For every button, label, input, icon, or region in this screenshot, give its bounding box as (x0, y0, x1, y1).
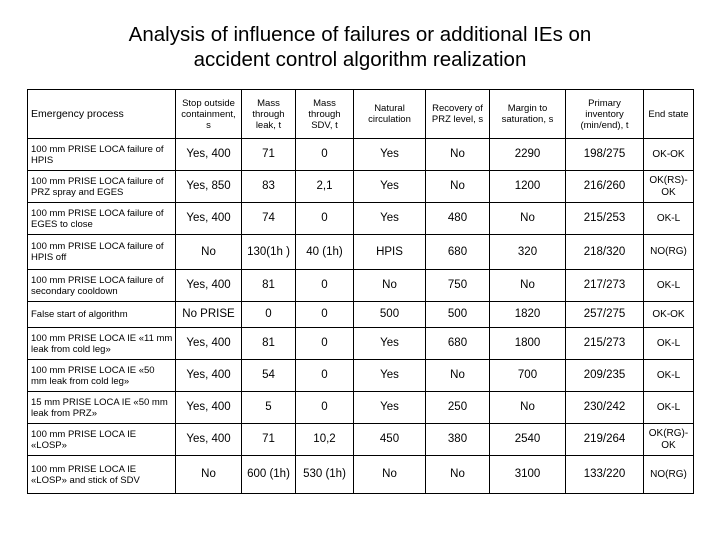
column-header: Primary inventory (min/end), t (566, 90, 644, 139)
table-cell: 0 (296, 270, 354, 302)
table-cell: OK-L (644, 270, 694, 302)
header-row (28, 90, 694, 139)
table-cell: OK-OK (644, 139, 694, 171)
table-cell: 257/275 (566, 302, 644, 328)
table-cell: No (354, 270, 426, 302)
table-cell: Yes, 400 (176, 392, 242, 424)
table-cell: Yes (354, 360, 426, 392)
table-cell: No (426, 171, 490, 203)
table-cell: 0 (296, 302, 354, 328)
table-cell: 215/273 (566, 328, 644, 360)
table-cell: 209/235 (566, 360, 644, 392)
table-cell: 81 (242, 270, 296, 302)
column-header: Margin to saturation, s (490, 90, 566, 139)
column-header: Recovery of PRZ level, s (426, 90, 490, 139)
emergency-process-cell: 100 mm PRISE LOCA IE «50 mm leak from cold leg» (28, 360, 176, 392)
failure-analysis-table (27, 89, 694, 494)
table-cell: OK-L (644, 360, 694, 392)
table-cell: 0 (296, 360, 354, 392)
table-cell: 1820 (490, 302, 566, 328)
table-cell: 3100 (490, 456, 566, 494)
table-cell: Yes (354, 392, 426, 424)
table-cell: HPIS (354, 235, 426, 270)
table-cell: No (354, 456, 426, 494)
table-cell: 0 (242, 302, 296, 328)
table-cell: 71 (242, 424, 296, 456)
table-cell: Yes, 400 (176, 139, 242, 171)
table-cell: 680 (426, 235, 490, 270)
table-cell: 74 (242, 203, 296, 235)
table-row (28, 139, 694, 171)
table-cell: 450 (354, 424, 426, 456)
table-cell: No (490, 392, 566, 424)
table-cell: Yes (354, 203, 426, 235)
table-cell: 71 (242, 139, 296, 171)
table-cell: 2540 (490, 424, 566, 456)
table-cell: 0 (296, 139, 354, 171)
table-row (28, 203, 694, 235)
table-cell: Yes, 400 (176, 328, 242, 360)
column-header: Mass through SDV, t (296, 90, 354, 139)
table-cell: No (426, 139, 490, 171)
column-header: Stop outside containment, s (176, 90, 242, 139)
table-cell: Yes, 400 (176, 424, 242, 456)
emergency-process-cell: 100 mm PRISE LOCA failure of PRZ spray and EGES (28, 171, 176, 203)
table-cell: Yes (354, 328, 426, 360)
table-cell: 0 (296, 328, 354, 360)
table-cell: 500 (426, 302, 490, 328)
table-cell: 216/260 (566, 171, 644, 203)
column-header: End state (644, 90, 694, 139)
table-row (28, 360, 694, 392)
table-cell: 380 (426, 424, 490, 456)
table-row (28, 456, 694, 494)
table-cell: OK-L (644, 328, 694, 360)
table-cell: 500 (354, 302, 426, 328)
table-row (28, 328, 694, 360)
emergency-process-cell: 15 mm PRISE LOCA IE «50 mm leak from PRZ» (28, 392, 176, 424)
table-cell: 600 (1h) (242, 456, 296, 494)
table-cell: 219/264 (566, 424, 644, 456)
table-cell: Yes (354, 139, 426, 171)
table-cell: 1200 (490, 171, 566, 203)
table-cell: 750 (426, 270, 490, 302)
emergency-process-cell: 100 mm PRISE LOCA IE «LOSP» and stick of SDV (28, 456, 176, 494)
table-cell: 0 (296, 203, 354, 235)
table-cell: 40 (1h) (296, 235, 354, 270)
table-cell: 83 (242, 171, 296, 203)
table-cell: Yes, 400 (176, 270, 242, 302)
table-cell: 320 (490, 235, 566, 270)
table-cell: OK-L (644, 392, 694, 424)
table-cell: 680 (426, 328, 490, 360)
table-cell: 81 (242, 328, 296, 360)
table-body (28, 90, 694, 494)
table-cell: 218/320 (566, 235, 644, 270)
emergency-process-cell: 100 mm PRISE LOCA IE «11 mm leak from cold leg» (28, 328, 176, 360)
table-cell: OK-OK (644, 302, 694, 328)
table-cell: No (490, 270, 566, 302)
emergency-process-cell: 100 mm PRISE LOCA failure of HPIS off (28, 235, 176, 270)
table-cell: No (426, 360, 490, 392)
table-cell: 10,2 (296, 424, 354, 456)
table-row (28, 392, 694, 424)
table-cell: 198/275 (566, 139, 644, 171)
column-header: Mass through leak, t (242, 90, 296, 139)
emergency-process-cell: 100 mm PRISE LOCA IE «LOSP» (28, 424, 176, 456)
table-cell: 130(1h ) (242, 235, 296, 270)
emergency-process-cell: 100 mm PRISE LOCA failure of EGES to close (28, 203, 176, 235)
slide-title (0, 22, 720, 72)
table-cell: 530 (1h) (296, 456, 354, 494)
table-row (28, 235, 694, 270)
table-cell: NO(RG) (644, 235, 694, 270)
table-cell: Yes, 400 (176, 203, 242, 235)
table-cell: No (176, 235, 242, 270)
emergency-process-cell: 100 mm PRISE LOCA failure of HPIS (28, 139, 176, 171)
emergency-process-cell: 100 mm PRISE LOCA failure of secondary cooldown (28, 270, 176, 302)
table-cell: OK-L (644, 203, 694, 235)
table-cell: No PRISE (176, 302, 242, 328)
table-cell: 1800 (490, 328, 566, 360)
table-row (28, 302, 694, 328)
table-cell: 250 (426, 392, 490, 424)
title-line-2: accident control algorithm realization (193, 48, 527, 71)
emergency-process-cell: False start of algorithm (28, 302, 176, 328)
table-cell: 2,1 (296, 171, 354, 203)
title-line-1: Analysis of influence of failures or additional IEs on (128, 23, 592, 46)
table-cell: 2290 (490, 139, 566, 171)
table-cell: 480 (426, 203, 490, 235)
table-cell: 5 (242, 392, 296, 424)
table-cell: Yes (354, 171, 426, 203)
table-cell: 54 (242, 360, 296, 392)
table-cell: 133/220 (566, 456, 644, 494)
table-cell: No (426, 456, 490, 494)
table-cell: No (490, 203, 566, 235)
table-cell: Yes, 850 (176, 171, 242, 203)
table-cell: 700 (490, 360, 566, 392)
table-cell: No (176, 456, 242, 494)
table-cell: 215/253 (566, 203, 644, 235)
table-cell: 230/242 (566, 392, 644, 424)
table-row (28, 270, 694, 302)
column-header: Natural circulation (354, 90, 426, 139)
table-cell: OK(RS)-OK (644, 171, 694, 203)
column-header: Emergency process (28, 90, 176, 139)
table-row (28, 171, 694, 203)
table-row (28, 424, 694, 456)
table-cell: 0 (296, 392, 354, 424)
table-cell: Yes, 400 (176, 360, 242, 392)
table-cell: 217/273 (566, 270, 644, 302)
table-cell: NO(RG) (644, 456, 694, 494)
table-cell: OK(RG)-OK (644, 424, 694, 456)
